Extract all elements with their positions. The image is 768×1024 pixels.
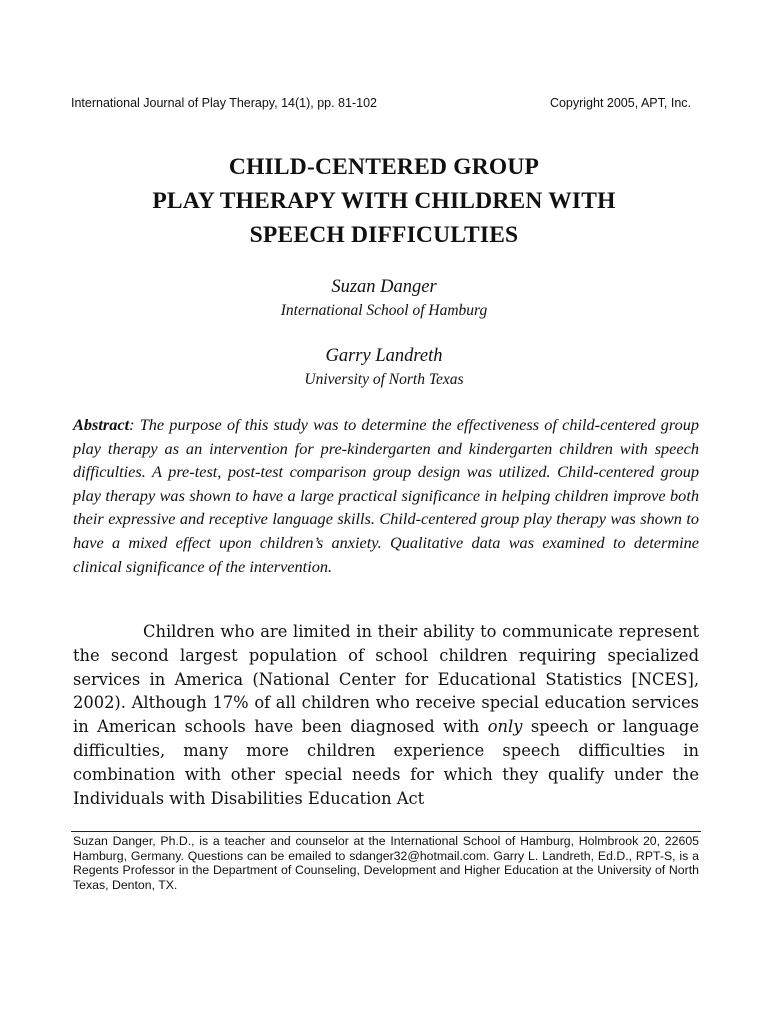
author-2-name: Garry Landreth — [325, 346, 443, 366]
title-line-2: PLAY THERAPY WITH CHILDREN WITH — [152, 188, 616, 214]
copyright-notice: Copyright 2005, APT, Inc. — [549, 96, 691, 110]
journal-citation: International Journal of Play Therapy, 14(1), pp. 81-102 — [71, 96, 377, 110]
author-2-affiliation: University of North Texas — [304, 371, 464, 388]
running-head — [71, 96, 691, 110]
author-footnote: Suzan Danger, Ph.D., is a teacher and counselor at the International School of Hamburg, Holmbrook 20, 22605 Hamburg, Germany. Questions can be emailed to sdanger32@hotmail.com. Garry L. Landreth, Ed.D., RPT-S, is a Regents Professor in the Department of Counseling, Development and Higher Education at the University of North Texas, Denton, TX. — [73, 834, 699, 892]
body-text-part-2: speech or language difficulties, many more children experience speech difficulties in combination with other special needs for which they qualify under the Individuals with Disabilities Education Act — [73, 717, 699, 808]
article-title — [60, 150, 708, 252]
footnote-divider — [71, 831, 701, 832]
abstract-text: The purpose of this study was to determine the effectiveness of child-centered group play therapy as an intervention for pre-kindergarten and kindergarten children with speech difficulties. A pre-test, post-test comparison group design was utilized. Child-centered group play therapy was shown to have a large practical significance in helping children improve both their expressive and receptive language skills. Child-centered group play therapy was shown to have a mixed effect upon children’s anxiety. Qualitative data was examined to determine clinical significance of the intervention. — [73, 415, 699, 576]
author-1-name: Suzan Danger — [331, 277, 437, 297]
body-emphasis: only — [487, 717, 523, 737]
body-text-part-1: Children who are limited in their ability to communicate represent the second largest population of school children requiring specialized services in America (National Center for Educational Statistics [NCES], 2002). Although 17% of all children who receive special education services in American schools have been diagnosed with — [73, 622, 699, 737]
abstract: Abstract: The purpose of this study was to determine the effectiveness of child-centered group play therapy as an intervention for pre-kindergarten and kindergarten children with speech difficulties. A pre-test, post-test comparison group design was utilized. Child-centered group play therapy was shown to have a large practical significance in helping children improve both their expressive and receptive language skills. Child-centered group play therapy was shown to have a mixed effect upon children’s anxiety. Qualitative data was examined to determine clinical significance of the intervention. — [73, 415, 699, 576]
title-line-3: SPEECH DIFFICULTIES — [249, 222, 519, 248]
title-line-1: CHILD-CENTERED GROUP — [228, 154, 540, 180]
author-1-affiliation: International School of Hamburg — [280, 302, 488, 319]
body-paragraph — [73, 620, 699, 810]
abstract-label: Abstract — [73, 415, 130, 434]
